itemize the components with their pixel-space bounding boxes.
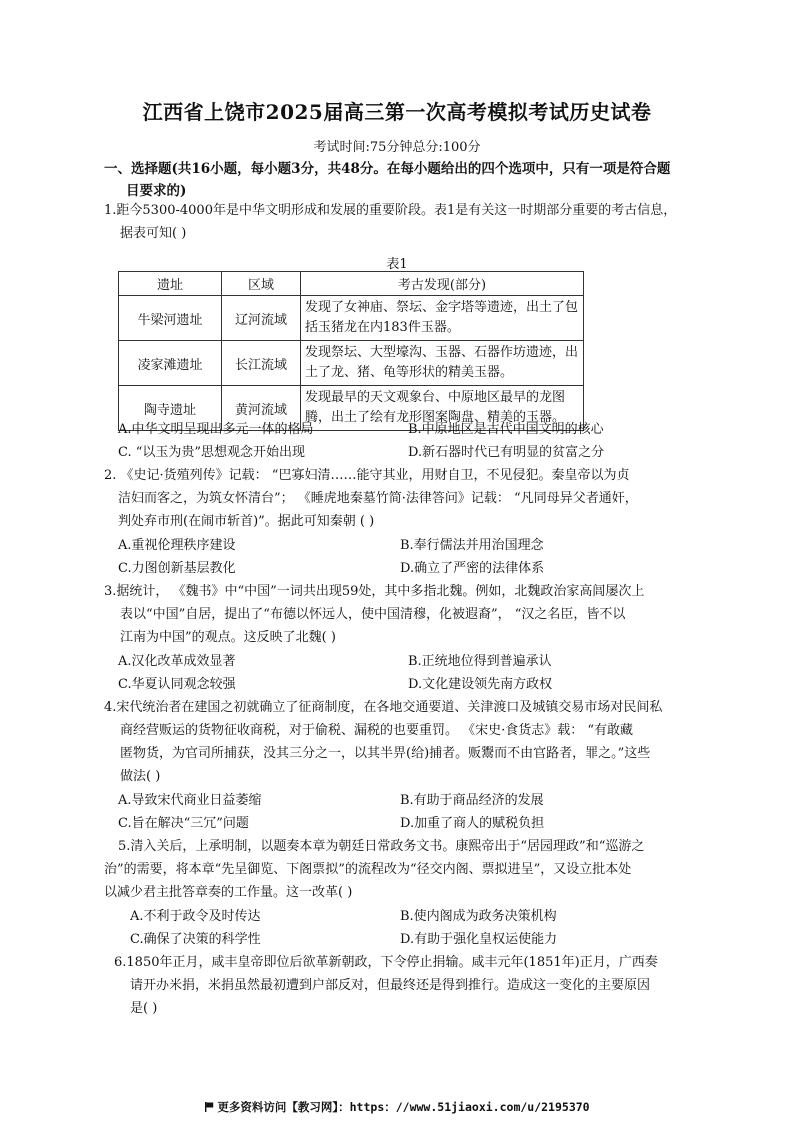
question-2-options <box>118 534 698 580</box>
option-d[interactable]: D.新石器时代已有明显的贫富之分 <box>408 445 605 460</box>
option-d[interactable]: D.确立了严密的法律体系 <box>400 561 545 576</box>
table-cell: 黄河流域 <box>222 386 301 431</box>
question-4 <box>104 696 704 788</box>
option-c[interactable]: C. “以玉为贵”思想观念开始出现 <box>118 445 306 460</box>
option-d[interactable]: D.文化建设领先南方政权 <box>408 677 553 692</box>
question-line: 做法( ) <box>120 769 161 784</box>
table-cell: 辽河流域 <box>222 296 301 341</box>
table-row <box>119 341 584 386</box>
option-a[interactable]: A.导致宋代商业日益萎缩 <box>118 793 262 808</box>
table-cell: 长江流域 <box>222 341 301 386</box>
question-1-options <box>118 418 698 464</box>
question-3-options <box>118 650 698 696</box>
table-cell: 陶寺遗址 <box>119 386 222 431</box>
option-a[interactable]: A.汉化改革成效显著 <box>118 654 236 669</box>
question-2 <box>104 464 704 533</box>
footer-text: 更多资料访问【教习网】：https：//www.51jiaoxi.com/u/2195370 <box>217 1100 590 1114</box>
exam-meta: 考试时间:75分钟总分:100分 <box>313 140 481 155</box>
option-c[interactable]: C.确保了决策的科学性 <box>130 932 261 947</box>
table-header-row <box>119 272 584 296</box>
question-line: 请开办米捐，米捐虽然最初遭到户部反对，但最终还是得到推行。造成这一变化的主要原因 <box>130 978 651 993</box>
option-a[interactable]: A.中华文明呈现出多元一体的格局 <box>118 422 314 437</box>
question-line: 6.1850年正月，咸丰皇帝即位后欲革新朝政，下令停止捐输。咸丰元年(1851年)正月，广西奏 <box>114 955 658 970</box>
option-b[interactable]: B.奉行儒法并用治国理念 <box>400 538 544 553</box>
option-d[interactable]: D.有助于强化皇权运使能力 <box>400 932 558 947</box>
option-c[interactable]: C.力图创新基层教化 <box>118 561 236 576</box>
question-line: 2. 《史记·货殖列传》记载： “巴寡妇清……能守其业，用财自卫，不见侵犯。秦皇帝以为贞 <box>104 468 630 483</box>
question-line: 据表可知( ) <box>120 226 187 241</box>
flag-icon <box>204 1102 214 1112</box>
option-d[interactable]: D.加重了商人的赋税负担 <box>400 816 545 831</box>
question-5 <box>104 835 706 904</box>
table-caption: 表1 <box>386 257 408 272</box>
archaeology-table <box>118 271 584 431</box>
question-line: 判处弃市刑(在闹市斩首)”。据此可知秦朝 ( ) <box>118 514 375 529</box>
question-3 <box>104 580 704 649</box>
option-b[interactable]: B.中原地区是古代中国文明的核心 <box>408 422 604 437</box>
question-line: 江南为中国”的观点。这反映了北魏( ) <box>120 630 336 645</box>
question-4-options <box>118 789 698 835</box>
table-header-cell: 考古发现(部分) <box>301 272 584 296</box>
question-line: 4.宋代统治者在建国之初就确立了征商制度，在各地交通要道、关津渡口及城镇交易市场对民间私 <box>104 700 663 715</box>
question-line: 是( ) <box>130 1001 158 1016</box>
table-cell: 发现最早的天文观象台、中原地区最早的龙图腾，出土了绘有龙形图案陶盘、精美的玉器。 <box>301 386 584 431</box>
question-6 <box>114 951 704 1020</box>
footer-link[interactable] <box>0 1099 794 1115</box>
option-a[interactable]: A.不利于政令及时传达 <box>130 909 261 924</box>
question-line: 表以“中国”自居，提出了“布德以怀远人，使中国清穆，化被遐裔”， “汉之名臣，皆不以 <box>120 607 626 622</box>
question-1 <box>104 199 704 245</box>
page-title: 江西省上饶市2025届高三第一次高考模拟考试历史试卷 <box>142 100 652 124</box>
question-line: 1.距今5300-4000年是中华文明形成和发展的重要阶段。表1是有关这一时期部分重要的考古信息， <box>104 203 677 218</box>
question-line: 洁妇而客之，为筑女怀清台”； 《睡虎地秦墓竹简·法律答问》记载： “凡同母异父者通奸， <box>118 491 638 506</box>
question-line: 匿物货，为官司所捕获，没其三分之一，以其半畀(给)捕者。贩鬻而不由官路者，罪之。”这些 <box>120 746 651 761</box>
question-5-options <box>130 905 710 951</box>
section-heading-line2: 目要求的) <box>126 183 187 199</box>
option-c[interactable]: C.旨在解决“三冗”问题 <box>118 816 249 831</box>
question-line: 以减少君主批答章奏的工作量。这一改革( ) <box>104 885 353 900</box>
table-cell: 发现祭坛、大型壕沟、玉器、石器作坊遗迹，出土了龙、猪、龟等形状的精美玉器。 <box>301 341 584 386</box>
table-header-cell: 遗址 <box>119 272 222 296</box>
table-cell: 发现了女神庙、祭坛、金字塔等遗迹，出土了包括玉猪龙在内183件玉器。 <box>301 296 584 341</box>
question-line: 5.清入关后，上承明制，以题奏本章为朝廷日常政务文书。康熙帝出于“居园理政”和“巡游之 <box>118 839 645 854</box>
option-b[interactable]: B.正统地位得到普遍承认 <box>408 654 552 669</box>
question-line: 商经营贩运的货物征收商税，对于偷税、漏税的也要重罚。 《宋史·食货志》载： “有敢藏 <box>120 723 634 738</box>
section-heading <box>104 158 704 202</box>
table-cell: 牛梁河遗址 <box>119 296 222 341</box>
table-row <box>119 296 584 341</box>
section-heading-line1: 一、选择题(共16小题，每小题3分，共48分。在每小题给出的四个选项中，只有一项是符合题 <box>104 161 671 177</box>
question-line: 治”的需要，将本章“先呈御览、下阁票拟”的流程改为“径交内阁、票拟进呈”，又设立批本处 <box>104 862 632 877</box>
option-b[interactable]: B.有助于商品经济的发展 <box>400 793 544 808</box>
option-a[interactable]: A.重视伦理秩序建设 <box>118 538 236 553</box>
question-line: 3.据统计， 《魏书》中“中国”一词共出现59处，其中多指北魏。例如，北魏政治家高闾屡次上 <box>104 584 645 599</box>
table-cell: 凌家滩遗址 <box>119 341 222 386</box>
option-c[interactable]: C.华夏认同观念较强 <box>118 677 236 692</box>
option-b[interactable]: B.使内阁成为政务决策机构 <box>400 909 557 924</box>
table-header-cell: 区域 <box>222 272 301 296</box>
